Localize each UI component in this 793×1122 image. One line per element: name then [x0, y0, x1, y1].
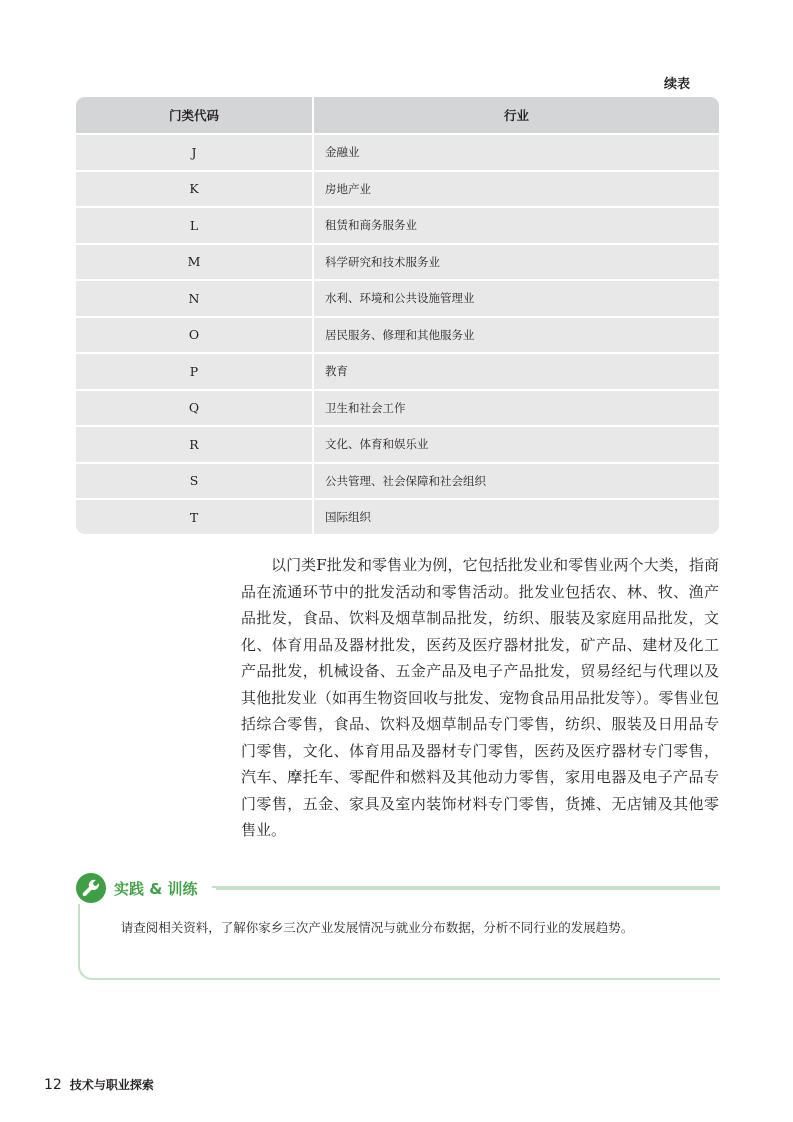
table-row — [76, 206, 719, 243]
row-industry: 金融业 — [325, 145, 360, 160]
table-row — [76, 170, 719, 207]
row-industry: 科学研究和技术服务业 — [325, 254, 440, 269]
page-number: 12 — [44, 1077, 62, 1093]
book-title: 技术与职业探索 — [69, 1078, 154, 1092]
table-header — [76, 97, 719, 133]
row-industry: 居民服务、修理和其他服务业 — [325, 327, 475, 342]
table-row — [76, 352, 719, 389]
table-row — [76, 389, 719, 426]
practice-paragraph: 请查阅相关资料，了解你家乡三次产业发展情况与就业分布数据，分析不同行业的发展趋势。 — [120, 920, 634, 935]
row-code: K — [76, 172, 314, 207]
body-text — [241, 552, 719, 844]
body-paragraph: 以门类F批发和零售业为例，它包括批发业和零售业两个大类，指商品在流通环节中的批发活动和零售活动。批发业包括农、林、牧、渔产品批发，食品、饮料及烟草制品批发，纺织、服装及家庭用品批发，文化、体育用品及器材批发，医药及医疗器材批发，矿产品、建材及化工产品批发，机械设备、五金产品及电子产品批发，贸易经纪与代理以及其他批发业（如再生物资回收与批发、宠物食品用品批发等）。零售业包括综合零售，食品、饮料及烟草制品专门零售，纺织、服装及日用品专门零售，文化、体育用品及器材专门零售，医药及医疗器材专门零售，汽车、摩托车、零配件和燃料及其他动力零售，家用电器及电子产品专门零售，五金、家具及室内装饰材料专门零售，货摊、无店铺及其他零售业。 — [241, 556, 719, 839]
row-industry: 文化、体育和娱乐业 — [325, 437, 429, 452]
row-industry: 教育 — [325, 364, 348, 379]
row-industry: 水利、环境和公共设施管理业 — [325, 291, 475, 306]
row-industry: 国际组织 — [325, 510, 371, 525]
wrench-icon — [76, 873, 106, 903]
page-footer — [44, 1076, 154, 1093]
row-industry: 卫生和社会工作 — [325, 400, 406, 415]
row-code: T — [76, 500, 314, 534]
row-industry: 租赁和商务服务业 — [325, 218, 417, 233]
practice-box — [74, 870, 720, 982]
row-code: J — [76, 135, 314, 170]
row-code: M — [76, 245, 314, 280]
row-code: L — [76, 208, 314, 243]
practice-title: 实践 & 训练 — [114, 880, 198, 898]
row-industry: 房地产业 — [325, 181, 371, 196]
table-row — [76, 316, 719, 353]
header-industry: 行业 — [503, 108, 529, 123]
table-row — [76, 498, 719, 534]
row-code: O — [76, 318, 314, 353]
table-row — [76, 243, 719, 280]
row-industry: 公共管理、社会保障和社会组织 — [325, 473, 486, 488]
industry-table — [76, 97, 719, 534]
practice-title-rule — [216, 888, 720, 890]
row-code: R — [76, 427, 314, 462]
row-code: P — [76, 354, 314, 389]
continued-label: 续表 — [663, 77, 690, 92]
practice-text — [102, 916, 700, 940]
table-row — [76, 133, 719, 170]
row-code: Q — [76, 391, 314, 426]
table-row — [76, 425, 719, 462]
row-code: S — [76, 464, 314, 499]
row-code: N — [76, 281, 314, 316]
header-code: 门类代码 — [76, 97, 314, 133]
table-row — [76, 279, 719, 316]
table-row — [76, 462, 719, 499]
